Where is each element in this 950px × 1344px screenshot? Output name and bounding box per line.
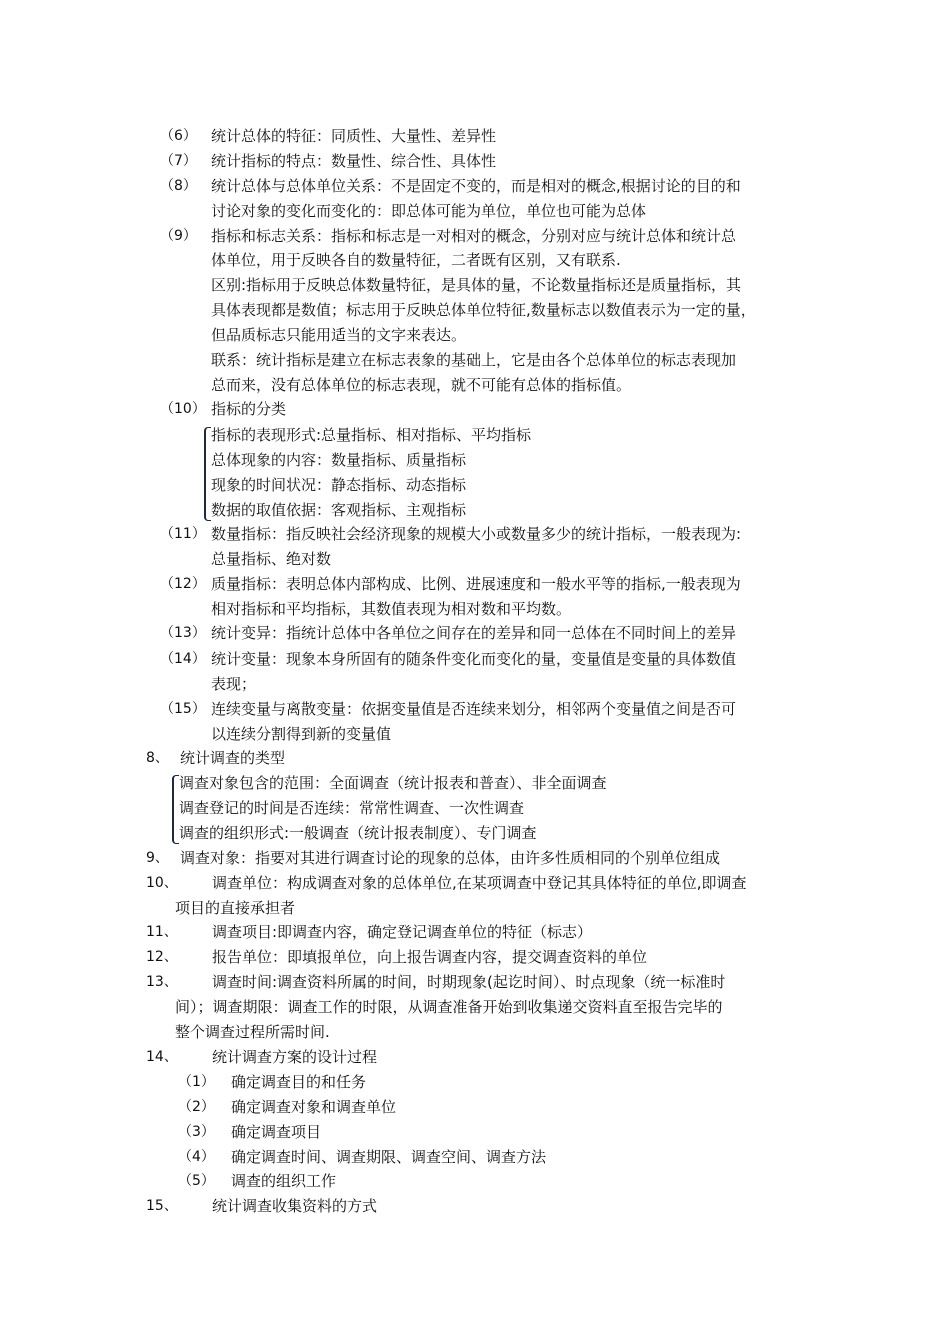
classification-item: 调查对象包含的范围：全面调查（统计报表和普查）、非全面调查 xyxy=(179,774,607,792)
brace-bracket xyxy=(204,427,211,521)
item-text: 但品质标志只能用适当的文字来表达。 xyxy=(211,326,467,344)
classification-item: 调查的组织形式:一般调查（统计报表制度）、专门调查 xyxy=(179,824,537,842)
section-text: 整个调查过程所需时间. xyxy=(175,1023,330,1041)
step-number: （3） xyxy=(178,1124,215,1140)
step-number: （1） xyxy=(178,1074,215,1090)
item-number: （11） xyxy=(160,526,206,542)
item-text: 联系：统计指标是建立在标志表象的基础上，它是由各个总体单位的标志表现加 xyxy=(211,351,737,369)
item-text: 表现； xyxy=(211,675,257,693)
item-number: （12） xyxy=(160,576,206,592)
item-number: （13） xyxy=(160,625,206,641)
step-text: 确定调查项目 xyxy=(231,1123,322,1141)
classification-item: 指标的表现形式:总量指标、相对指标、平均指标 xyxy=(211,426,532,444)
item-number: （9） xyxy=(160,228,197,244)
item-text: 体单位，用于反映各自的数量特征，二者既有区别，又有联系. xyxy=(211,251,621,269)
classification-item: 现象的时间状况：静态指标、动态指标 xyxy=(211,476,467,494)
section-number: 13、 xyxy=(146,974,178,990)
item-text: 统计变异：指统计总体中各单位之间存在的差异和同一总体在不同时间上的差异 xyxy=(211,624,737,642)
item-number: （10） xyxy=(160,401,206,417)
item-text: 数量指标：指反映社会经济现象的规模大小或数量多少的统计指标，一般表现为: xyxy=(211,525,742,543)
item-text: 总而来，没有总体单位的标志表现，就不可能有总体的指标值。 xyxy=(211,376,632,394)
brace-bracket xyxy=(172,775,179,844)
section-number: 14、 xyxy=(146,1049,178,1065)
section-number: 9、 xyxy=(146,850,169,866)
item-text: 以连续分割得到新的变量值 xyxy=(211,725,392,743)
section-text: 调查项目:即调查内容，确定登记调查单位的特征（标志） xyxy=(212,923,593,941)
step-text: 调查的组织工作 xyxy=(231,1172,337,1190)
item-text: 统计总体与总体单位关系：不是固定不变的，而是相对的概念,根据讨论的目的和 xyxy=(211,177,741,195)
item-text: 统计指标的特点：数量性、综合性、具体性 xyxy=(211,152,497,170)
section-number: 12、 xyxy=(146,949,178,965)
item-text: 指标的分类 xyxy=(211,400,287,418)
item-text: 讨论对象的变化而变化的：即总体可能为单位，单位也可能为总体 xyxy=(211,202,647,220)
item-text: 质量指标：表明总体内部构成、比例、进展速度和一般水平等的指标,一般表现为 xyxy=(211,575,741,593)
section-text: 调查对象：指要对其进行调查讨论的现象的总体，由许多性质相同的个别单位组成 xyxy=(180,849,721,867)
step-text: 确定调查对象和调查单位 xyxy=(231,1098,397,1116)
item-text: 统计总体的特征：同质性、大量性、差异性 xyxy=(211,127,497,145)
item-text: 统计变量：现象本身所固有的随条件变化而变化的量，变量值是变量的具体数值 xyxy=(211,650,737,668)
section-text: 间）；调查期限：调查工作的时限，从调查准备开始到收集递交资料直至报告完毕的 xyxy=(175,998,723,1016)
section-number: 10、 xyxy=(146,875,178,891)
section-text: 调查时间:调查资料所属的时间，时期现象(起讫时间）、时点现象（统一标准时 xyxy=(212,973,726,991)
item-text: 具体表现都是数值；标志用于反映总体单位特征,数量标志以数值表示为一定的量， xyxy=(211,301,756,319)
section-title: 统计调查方案的设计过程 xyxy=(212,1048,378,1066)
item-text: 区别:指标用于反映总体数量特征，是具体的量，不论数量指标还是质量指标，其 xyxy=(211,276,742,294)
item-number: （8） xyxy=(160,178,197,194)
item-number: （6） xyxy=(160,128,197,144)
step-text: 确定调查目的和任务 xyxy=(231,1073,367,1091)
item-text: 相对指标和平均指标，其数值表现为相对数和平均数。 xyxy=(211,600,572,618)
item-number: （7） xyxy=(160,153,197,169)
section-text: 调查单位：构成调查对象的总体单位,在某项调查中登记其具体特征的单位,即调查 xyxy=(212,874,747,892)
section-number: 11、 xyxy=(146,924,178,940)
classification-item: 总体现象的内容：数量指标、质量指标 xyxy=(211,451,467,469)
section-number: 15、 xyxy=(146,1198,178,1214)
item-number: （15） xyxy=(160,701,206,717)
step-number: （5） xyxy=(178,1173,215,1189)
item-number: （14） xyxy=(160,651,206,667)
section-title: 统计调查收集资料的方式 xyxy=(212,1197,378,1215)
step-number: （4） xyxy=(178,1149,215,1165)
section-number: 8、 xyxy=(146,750,169,766)
item-text: 总量指标、绝对数 xyxy=(211,550,332,568)
step-text: 确定调查时间、调查期限、调查空间、调查方法 xyxy=(231,1148,547,1166)
classification-item: 调查登记的时间是否连续：常常性调查、一次性调查 xyxy=(179,799,525,817)
classification-item: 数据的取值依据：客观指标、主观指标 xyxy=(211,501,467,519)
section-text: 报告单位：即填报单位，向上报告调查内容，提交调查资料的单位 xyxy=(212,948,648,966)
section-text: 项目的直接承担者 xyxy=(175,899,296,917)
step-number: （2） xyxy=(178,1099,215,1115)
section-title: 统计调查的类型 xyxy=(180,749,286,767)
item-text: 指标和标志关系：指标和标志是一对相对的概念，分别对应与统计总体和统计总 xyxy=(211,227,737,245)
item-text: 连续变量与离散变量：依据变量值是否连续来划分，相邻两个变量值之间是否可 xyxy=(211,700,737,718)
